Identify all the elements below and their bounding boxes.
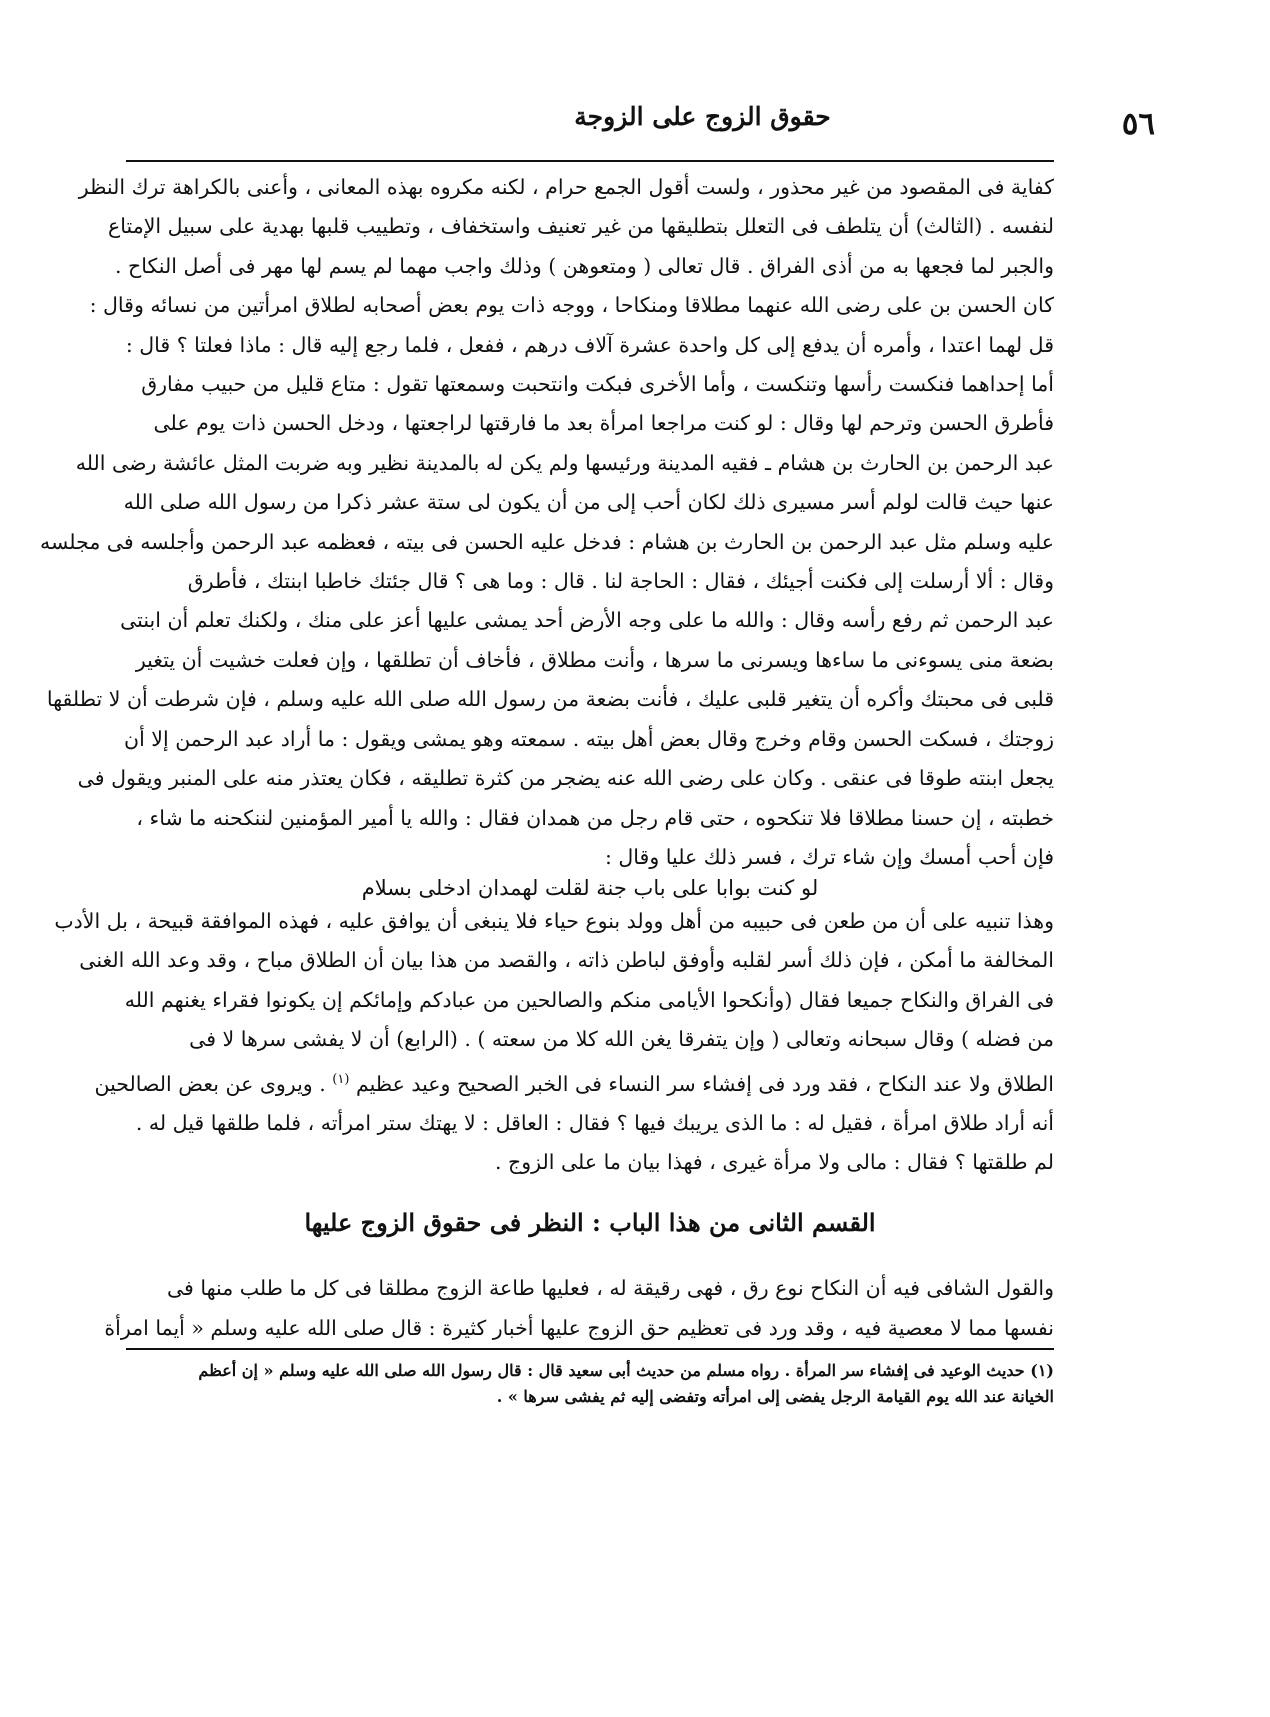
main-text-block-1 bbox=[40, 168, 1054, 877]
header-rule bbox=[126, 160, 1054, 162]
footnotes bbox=[126, 1358, 1054, 1410]
footnote-reference: (١) bbox=[332, 1071, 350, 1087]
text-line: عنها حيث قالت لولم أسر مسيرى ذلك لكان أحب إلى من أن يكون لى ستة عشر ذكرا من رسول الله صلى الله bbox=[123, 490, 1054, 515]
text-line: والقول الشافى فيه أن النكاح نوع رق ، فهى رقيقة له ، فعليها طاعة الزوج مطلقا فى كل ما طلب منها فى bbox=[166, 1276, 1054, 1300]
text-line: أنه أراد طلاق امرأة ، فقيل له : ما الذى يريبك فيها ؟ فقال : العاقل : لا يهتك ستر امرأته ، فلما طلقها قيل له . bbox=[135, 1110, 1054, 1135]
text-line: يجعل ابنته طوقا فى عنقى . وكان على رضى الله عنه يضجر من كثرة تطليقه ، فكان يعتذر منه على المنبر ويقول فى bbox=[77, 766, 1054, 791]
text-line: فأطرق الحسن وترحم لها وقال : لو كنت مراجعا امرأة بعد ما فارقتها لراجعتها ، ودخل الحسن ذات يوم على bbox=[153, 411, 1054, 436]
text-line: المخالفة ما أمكن ، فإن ذلك أسر لقلبه وأوفق لباطن ذاته ، والقصد من هذا بيان أن الطلاق مباح ، وقد وعد الله الغنى bbox=[79, 948, 1054, 973]
text-line: فى الفراق والنكاح جميعا فقال (وأنكحوا الأيامى منكم والصالحين من عبادكم وإمائكم إن يكونوا فقراء يغنهم الله bbox=[124, 987, 1054, 1012]
running-title: حقوق الزوج على الزوجة bbox=[574, 102, 831, 131]
footnote-rule bbox=[126, 1348, 1054, 1350]
text-line: لنفسه . (الثالث) أن يتلطف فى التعلل بتطليقها من غير تعنيف واستخفاف ، وتطييب قلبها بهدية على سبيل الإمتاع bbox=[108, 214, 1054, 239]
text-line: نفسها مما لا معصية فيه ، وقد ورد فى تعظيم حق الزوج عليها أخبار كثيرة : قال صلى الله عليه وسلم « أيما امرأة bbox=[104, 1316, 1054, 1340]
text-line: قلبى فى محبتك وأكره أن يتغير قلبى عليك ، فأنت بضعة من رسول الله صلى الله عليه وسلم ، فإن شرطت أن لا تطلقها bbox=[46, 687, 1054, 712]
text-line: لم طلقتها ؟ فقال : مالى ولا مرأة غيرى ، فهذا بيان ما على الزوج . bbox=[495, 1150, 1054, 1175]
text-segment: الطلاق ولا عند النكاح ، فقد ورد فى إفشاء سر النساء فى الخبر الصحيح وعيد عظيم bbox=[355, 1071, 1054, 1096]
text-line: كان الحسن بن على رضى الله عنهما مطلاقا ومنكاحا ، ووجه ذات يوم بعض أصحابه لطلاق امرأتين من نسائه وقال : bbox=[89, 293, 1054, 318]
text-line: والجبر لما فجعها به من أذى الفراق . قال تعالى ( ومتعوهن ) وذلك واجب مهما لم يسم لها مهر فى أصل النكاح . bbox=[114, 253, 1054, 278]
text-segment: . ويروى عن بعض الصالحين bbox=[94, 1071, 326, 1096]
text-line: عبد الرحمن بن الحارث بن هشام ـ فقيه المدينة ورئيسها ولم يكن له بالمدينة نظير وبه ضربت المثل عائشة رضى الله bbox=[75, 450, 1054, 475]
text-line: كفاية فى المقصود من غير محذور ، ولست أقول الجمع حرام ، لكنه مكروه بهذه المعانى ، وأعنى بالكراهة ترك النظر bbox=[78, 175, 1054, 199]
text-line: بضعة منى يسوءنى ما ساءها ويسرنى ما سرها ، وأنت مطلاق ، فأخاف أن تطلقها ، وإن فعلت خشيت أن يتغير bbox=[135, 647, 1054, 672]
text-line-with-footnote-ref bbox=[94, 1060, 1054, 1104]
text-line: وقال : ألا أرسلت إلى فكنت أجيئك ، فقال : الحاجة لنا . قال : وما هى ؟ قال جئتك خاطبا ابنتك ، فأطرق bbox=[187, 569, 1054, 594]
text-line: أما إحداهما فنكست رأسها وتنكست ، وأما الأخرى فبكت وانتحبت وسمعتها تقول : متاع قليل من حبيب مفارق bbox=[141, 372, 1054, 397]
page-header bbox=[135, 96, 1270, 156]
poetry-verse: لو كنت بوابا على باب جنة لقلت لهمدان ادخلى بسلام bbox=[361, 876, 819, 900]
text-line: فإن أحب أمسك وإن شاء ترك ، فسر ذلك عليا وقال : bbox=[604, 844, 1054, 869]
section-heading: القسم الثانى من هذا الباب : النظر فى حقوق الزوج عليها bbox=[304, 1208, 876, 1237]
footnote-line: (١) حديث الوعيد فى إفشاء سر المرأة . رواه مسلم من حديث أبى سعيد قال : قال رسول الله صلى الله عليه وسلم « إن أعظم bbox=[198, 1361, 1054, 1380]
main-text-block-3 bbox=[104, 1268, 1054, 1348]
text-line: قل لهما اعتدا ، وأمره أن يدفع إلى كل واحدة عشرة آلاف درهم ، ففعل ، فلما رجع إليه قال : ماذا فعلتا ؟ قال : bbox=[125, 332, 1054, 357]
text-line: عبد الرحمن ثم رفع رأسه وقال : والله ما على وجه الأرض أحد يمشى عليها أعز على منك ، ولكنك تعلم أن ابنتى bbox=[120, 608, 1054, 633]
text-line: من فضله ) وقال سبحانه وتعالى ( وإن يتفرقا يغن الله كلا من سعته ) . (الرابع) أن لا يفشى سرها لا فى bbox=[189, 1027, 1054, 1052]
text-line: وهذا تنبيه على أن من طعن فى حبيبه من أهل وولد بنوع حياء فلا ينبغى أن يوافق عليه ، فهذه الموافقة قبيحة ، بل الأدب bbox=[54, 909, 1054, 933]
text-line: خطبته ، إن حسنا مطلاقا فلا تنكحوه ، حتى قام رجل من همدان فقال : والله يا أمير المؤمنين لننكحنه ما شاء ، bbox=[136, 805, 1054, 830]
footnote-line: الخيانة عند الله يوم القيامة الرجل يفضى إلى امرأته وتفضى إليه ثم يفشى سرها » . bbox=[496, 1387, 1054, 1406]
main-text-block-2 bbox=[54, 902, 1054, 1183]
text-line: عليه وسلم مثل عبد الرحمن بن الحارث بن هشام : فدخل عليه الحسن فى بيته ، فعظمه عبد الرحمن وأجلسه فى مجلسه bbox=[40, 529, 1054, 554]
text-line: زوجتك ، فسكت الحسن وقام وخرج وقال بعض أهل بيته . سمعته وهو يمشى ويقول : ما أراد عبد الرحمن إلا أن bbox=[124, 726, 1054, 751]
page-number: ٥٦ bbox=[1121, 106, 1155, 142]
